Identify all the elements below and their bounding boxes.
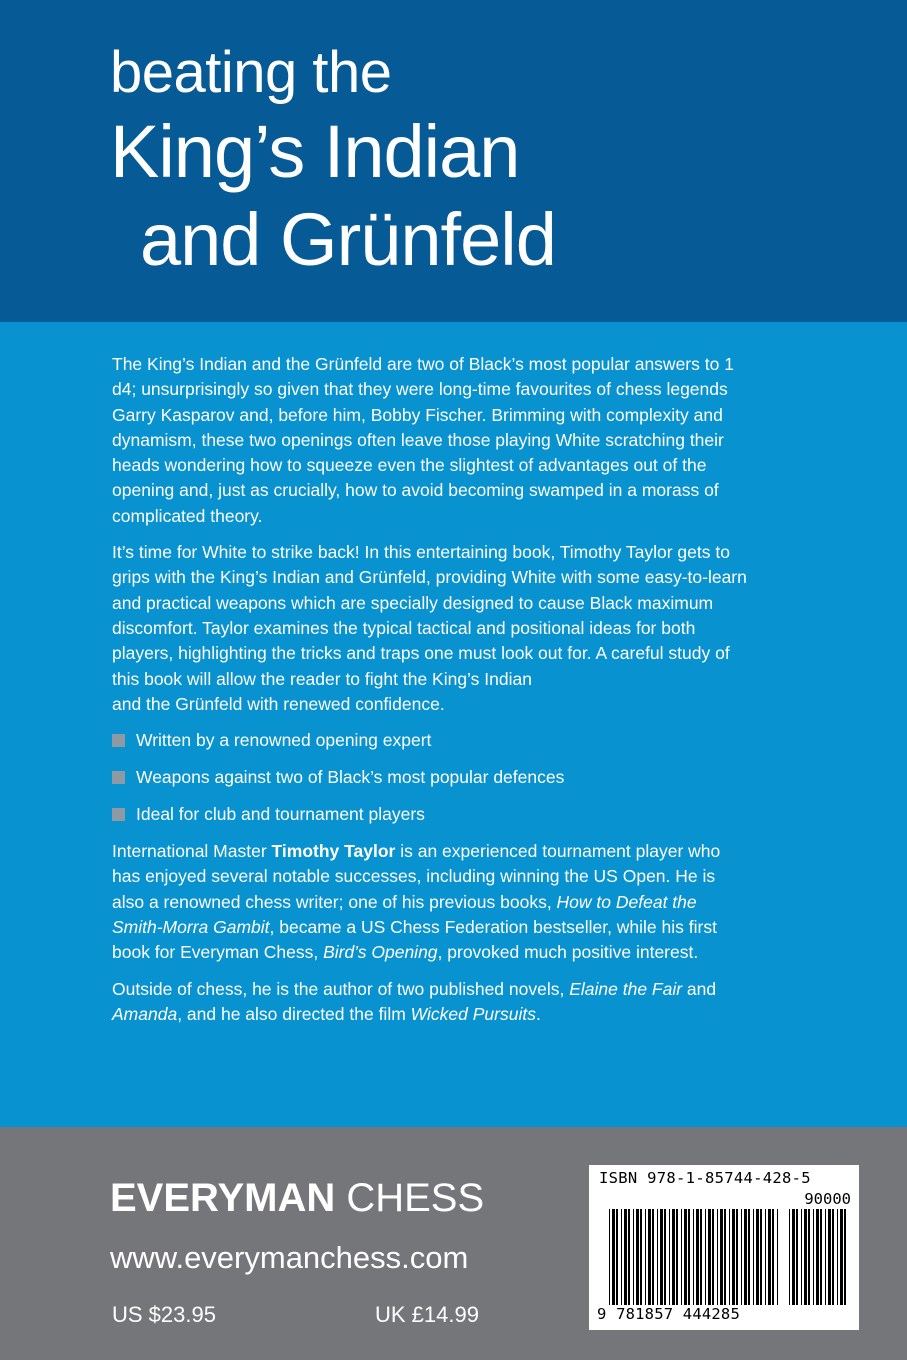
barcode-bar [768,1209,771,1305]
barcode-bar [748,1209,750,1305]
film-title: Wicked Pursuits [410,1003,536,1024]
barcode-bar [760,1209,762,1305]
price-code: 90000 [804,1190,851,1208]
title-line-2: King’s Indian [110,110,520,193]
barcode-bar [648,1209,651,1305]
publisher-logo [110,1175,484,1221]
barcode-bar [633,1209,634,1305]
novel-title: Amanda [112,1003,178,1024]
barcode-bar [816,1209,819,1305]
publisher-name-bold: EVERYMAN [110,1176,336,1220]
barcode-bar [789,1209,790,1305]
feature-item [112,728,752,753]
barcode-bar [700,1209,702,1305]
barcode-bar [741,1209,742,1305]
barcode-bar [645,1209,646,1305]
title-line-1: beating the [110,40,392,105]
author-bio [112,839,752,965]
barcode-bar [717,1209,718,1305]
barcode-bar [652,1209,654,1305]
barcode-bar [628,1209,630,1305]
bio-text: . [535,1003,541,1024]
book-title-birds-opening: Bird’s Opening [323,942,438,963]
blurb-paragraph-1: The King’s Indian and the Grünfeld are two of Black’s most popular answers to 1 d4; unsurprisingly so given that they were long-time favourites of chess legends Garry Kasparov and, before him, Bobby Fischer. Brimming with complexity and dynamism, these two openings often leave those playing White scratching their heads wondering how to squeeze even the slightest of advantages out of the opening and, just as crucially, how to avoid becoming swamped in a morass of complicated theory. [112,354,734,526]
blurb-content [112,352,752,1038]
barcode-bar [828,1209,831,1305]
barcode-bar [804,1209,807,1305]
barcode-bar [720,1209,723,1305]
feature-text: Ideal for club and tournament players [136,804,425,825]
bio-intro: International Master [112,841,272,862]
barcode-bar [729,1209,730,1305]
book-title [110,40,556,284]
square-bullet-icon [112,734,125,747]
barcode-bar [840,1209,843,1305]
barcode-bar [705,1209,706,1305]
barcode-bar [712,1209,714,1305]
barcode-bar [736,1209,738,1305]
book-title-smith-morra: How to Defeat the Smith-Morra Gambit [112,891,697,938]
bio-text: and [682,978,717,999]
barcode-number: 9 781857 444285 [597,1305,740,1323]
barcode-bar [772,1209,774,1305]
barcode-bar [676,1209,678,1305]
barcode-bar [640,1209,642,1305]
barcode-bar [693,1209,694,1305]
barcode-bar [796,1209,798,1305]
blurb-paragraph-2-main: It’s time for White to strike back! In this entertaining book, Timothy Taylor gets to grips with the King’s Indian and Grünfeld, providing White with some easy-to-learn and practical weapons which are specially designed to cause Black maximum discomfort. Taylor examines the typical tactical and positional ideas for both players, highlighting the tricks and traps one must look out for. A careful study of this book will allow the reader to fight the King’s Indian [112,542,747,689]
bio-text: , provoked much positive interest. [437,942,699,963]
barcode-bar [621,1209,622,1305]
feature-list [112,728,752,827]
barcode-bar [837,1209,838,1305]
barcode-bar [624,1209,627,1305]
novel-title: Elaine the Fair [569,978,683,999]
feature-item [112,765,752,790]
publisher-website: www.everymanchess.com [110,1240,469,1275]
barcode-bar [777,1209,778,1305]
barcode-bar [753,1209,754,1305]
barcode-bar [765,1209,766,1305]
barcode-bar [609,1209,610,1305]
feature-text: Weapons against two of Black’s most popular defences [136,767,565,788]
barcode-bar [612,1209,615,1305]
feature-item [112,802,752,827]
barcode-bar [657,1209,658,1305]
barcode-bar [708,1209,711,1305]
feature-text: Written by a renowned opening expert [136,730,432,751]
square-bullet-icon [112,771,125,784]
blurb-paragraph-2 [112,540,752,717]
barcode-bar [792,1209,795,1305]
bio-text: Outside of chess, he is the author of two published novels, [112,978,570,999]
price-uk: UK £14.99 [375,1302,479,1327]
barcode-bar [660,1209,663,1305]
square-bullet-icon [112,808,125,821]
barcode-bar [724,1209,726,1305]
barcode-bar [732,1209,735,1305]
bio-text: , and he also directed the film [177,1003,411,1024]
barcode-bar [696,1209,699,1305]
barcode-bar [832,1209,834,1305]
price-us: US $23.95 [112,1302,216,1327]
barcode-addon-bars-icon [789,1209,851,1305]
barcode-bar [688,1209,690,1305]
author-bio-extra [112,977,752,1028]
barcode-bar [684,1209,687,1305]
barcode-bar [820,1209,822,1305]
isbn-barcode [589,1165,859,1330]
barcode-bar [808,1209,810,1305]
barcode-bar [744,1209,747,1305]
bio-text: , became a US Chess Federation bestseller, while his first book for Everyman Chess, [112,917,717,963]
barcode-bar [672,1209,675,1305]
author-name: Timothy Taylor [271,841,396,862]
barcode-bar [756,1209,759,1305]
barcode-bar [825,1209,826,1305]
barcode-bar [813,1209,814,1305]
barcode-bar [664,1209,666,1305]
barcode-bars-icon [609,1209,781,1305]
publisher-name-light: CHESS [335,1176,485,1220]
barcode-bar [669,1209,670,1305]
barcode-bar [801,1209,802,1305]
barcode-bar [616,1209,618,1305]
barcode-bar [844,1209,846,1305]
blurb-paragraph-2-end: and the Grünfeld with renewed confidence. [112,693,445,714]
bio-text: is an experienced tournament player who has enjoyed several notable successes, including winning the US Open. He is also a renowned chess writer; one of his previous books, [112,841,721,912]
barcode-bar [681,1209,682,1305]
title-line-3: and Grünfeld [140,198,556,281]
barcode-bar [636,1209,639,1305]
isbn-label: ISBN 978-1-85744-428-5 [599,1169,811,1187]
